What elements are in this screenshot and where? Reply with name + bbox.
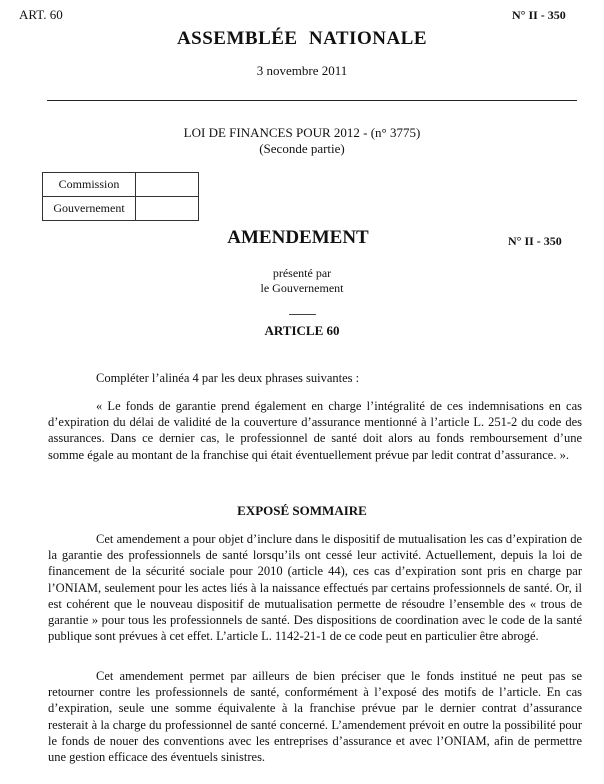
summary-paragraph-1: Cet amendement a pour objet d’inclure dans le dispositif de mutualisation les cas d’expiration de la garantie des professionnels de santé lorsqu’ils ont cessé leur activité. Actuellement, depuis la loi de financement de la sécurité sociale pour 2010 (article 44), ces cas d’expiration sont pris en charge par l’ONIAM, seulement pour les actes liés à la naissance effectués par certains professionnels de santé. Or, il est cohérent que le nouveau dispositif de mutualisation permette de résoudre l’ensemble des « trous de garantie » pour tous les professionnels de santé. Des dispositions de coordination avec le code de la santé publique sont prévues à cet effet. L’article L. 1142-21-1 de ce code peut en particulier être abrogé. — [48, 532, 582, 644]
commission-value — [136, 173, 199, 197]
assembly-title: ASSEMBLÉE NATIONALE — [176, 28, 428, 49]
table-row — [43, 173, 199, 197]
header-divider — [47, 100, 577, 101]
document-date: 3 novembre 2011 — [256, 63, 348, 78]
government-value — [136, 197, 199, 221]
table-row — [43, 197, 199, 221]
government-label: Gouvernement — [43, 197, 136, 221]
article-reference: ART. 60 — [19, 7, 63, 22]
header-amendment-number: N° II - 350 — [512, 8, 566, 22]
author: le Gouvernement — [260, 281, 344, 295]
amendment-quote: « Le fonds de garantie prend également en charge l’intégralité de ces indemnisations en cas d’expiration du délai de validité de la couverture d’assurance mentionné à l’article L. 251-2 du code des assurances. Dans ce dernier cas, le professionnel de santé doit alors au fonds remboursement d’une somme égale au montant de la franchise qui était éventuellement prévue par ledit contrat d’assurance. ». — [48, 399, 582, 462]
amendment-number: N° II - 350 — [508, 234, 562, 248]
opinion-table — [42, 172, 199, 221]
summary-heading: EXPOSÉ SOMMAIRE — [237, 503, 367, 518]
commission-label: Commission — [43, 173, 136, 197]
presented-by-label: présenté par — [272, 266, 332, 280]
amendment-heading: AMENDEMENT — [227, 227, 369, 248]
presented-by-block — [0, 266, 604, 296]
summary-paragraph-2: Cet amendement permet par ailleurs de bien préciser que le fonds institué ne peut pas se retourner contre les professionnels de santé, conformément à l’exposé des motifs de l’article. En cas d’expiration, seule une somme équivalente à la franchise prévue par le dernier contrat d’assurance resterait à la charge du professionnel de santé concerné. L’amendement prévoit en outre la possibilité pour le fonds de nouer des conventions avec les entreprises d’assurance et avec l’ONIAM, afin de permettre une gestion efficace des éventuels sinistres. — [48, 669, 582, 765]
instruction-text: Compléter l’alinéa 4 par les deux phrases suivantes : — [96, 371, 360, 385]
bill-title-block — [0, 125, 604, 157]
bill-part: (Seconde partie) — [259, 141, 345, 156]
bill-title: LOI DE FINANCES POUR 2012 - (n° 3775) — [183, 125, 421, 140]
separator: ---------- — [288, 308, 316, 320]
article-heading: ARTICLE 60 — [264, 323, 340, 338]
